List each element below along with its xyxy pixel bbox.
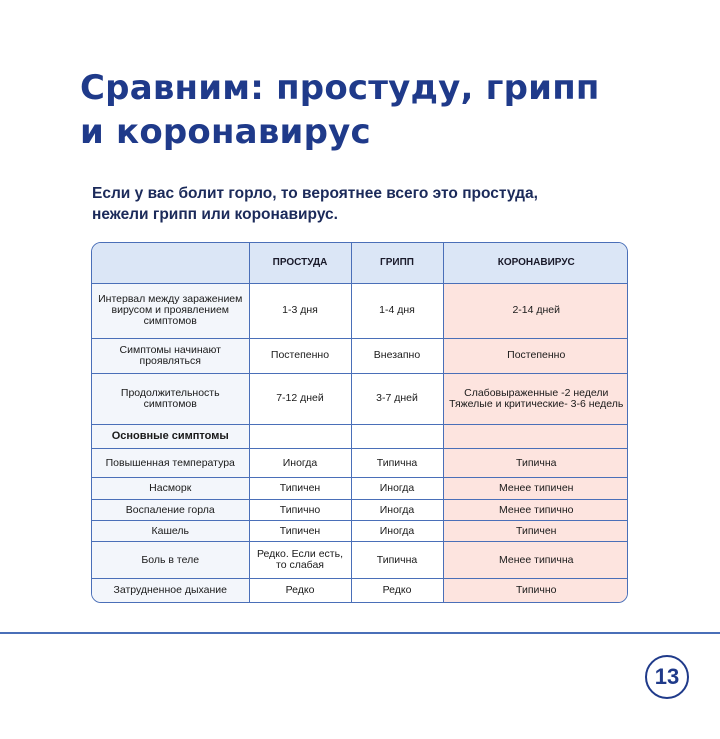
flu-cell (351, 424, 443, 448)
flu-cell: Иногда (351, 478, 443, 500)
table-row (92, 449, 628, 478)
coronavirus-cell: Менее типичен (443, 478, 628, 500)
flu-cell: Типична (351, 542, 443, 579)
row-label-cell: Затрудненное дыхание (92, 579, 249, 602)
flu-cell: Иногда (351, 521, 443, 542)
coronavirus-cell: Постепенно (443, 338, 628, 373)
row-label-cell: Боль в теле (92, 542, 249, 579)
coronavirus-cell (443, 424, 628, 448)
coronavirus-cell: Типична (443, 449, 628, 478)
flu-cell: 1-4 дня (351, 283, 443, 338)
table-row (92, 500, 628, 521)
coronavirus-cell: Слабовыраженные -2 недели Тяжелые и критические- 3-6 недель (443, 373, 628, 424)
table-row (92, 542, 628, 579)
cold-cell: Редко (249, 579, 351, 602)
row-label-cell: Интервал между заражением вирусом и проявлением симптомов (92, 283, 249, 338)
page-title-line-2: и коронавирус (80, 112, 371, 152)
cold-cell: 1-3 дня (249, 283, 351, 338)
table-row (92, 579, 628, 602)
page-subtitle (92, 183, 538, 225)
row-label-cell: Продолжительность симптомов (92, 373, 249, 424)
comparison-table (91, 242, 628, 603)
footer-divider (0, 632, 720, 634)
cold-cell: Иногда (249, 449, 351, 478)
header-cell-cold: ПРОСТУДА (249, 243, 351, 283)
table-row (92, 373, 628, 424)
cold-cell: Постепенно (249, 338, 351, 373)
table-row (92, 478, 628, 500)
flu-cell: 3-7 дней (351, 373, 443, 424)
table-header-row (92, 243, 628, 283)
cold-cell: Типично (249, 500, 351, 521)
table-row (92, 283, 628, 338)
coronavirus-cell: Типично (443, 579, 628, 602)
section-label-cell: Основные симптомы (92, 424, 249, 448)
flu-cell: Иногда (351, 500, 443, 521)
comparison-table-grid (92, 243, 628, 602)
page-title-line-1: Сравним: простуду, грипп (80, 68, 600, 108)
coronavirus-cell: Менее типично (443, 500, 628, 521)
page-title (80, 66, 600, 154)
row-label-cell: Насморк (92, 478, 249, 500)
cold-cell: Типичен (249, 521, 351, 542)
coronavirus-cell: 2-14 дней (443, 283, 628, 338)
header-cell-coronavirus: КОРОНАВИРУС (443, 243, 628, 283)
row-label-cell: Кашель (92, 521, 249, 542)
header-cell-flu: ГРИПП (351, 243, 443, 283)
section-row-main-symptoms (92, 424, 628, 448)
flu-cell: Редко (351, 579, 443, 602)
coronavirus-cell: Менее типична (443, 542, 628, 579)
row-label-cell: Симптомы начинают проявляться (92, 338, 249, 373)
cold-cell: Редко. Если есть, то слабая (249, 542, 351, 579)
table-row (92, 338, 628, 373)
header-cell-empty (92, 243, 249, 283)
table-row (92, 521, 628, 542)
page-number-badge (645, 655, 689, 699)
cold-cell: Типичен (249, 478, 351, 500)
page-subtitle-line-1: Если у вас болит горло, то вероятнее всего это простуда, (92, 185, 538, 202)
page-subtitle-line-2: нежели грипп или коронавирус. (92, 206, 338, 223)
row-label-cell: Повышенная температура (92, 449, 249, 478)
cold-cell: 7-12 дней (249, 373, 351, 424)
coronavirus-cell: Типичен (443, 521, 628, 542)
flu-cell: Внезапно (351, 338, 443, 373)
row-label-cell: Воспаление горла (92, 500, 249, 521)
page-number: 13 (654, 664, 680, 689)
flu-cell: Типична (351, 449, 443, 478)
cold-cell (249, 424, 351, 448)
